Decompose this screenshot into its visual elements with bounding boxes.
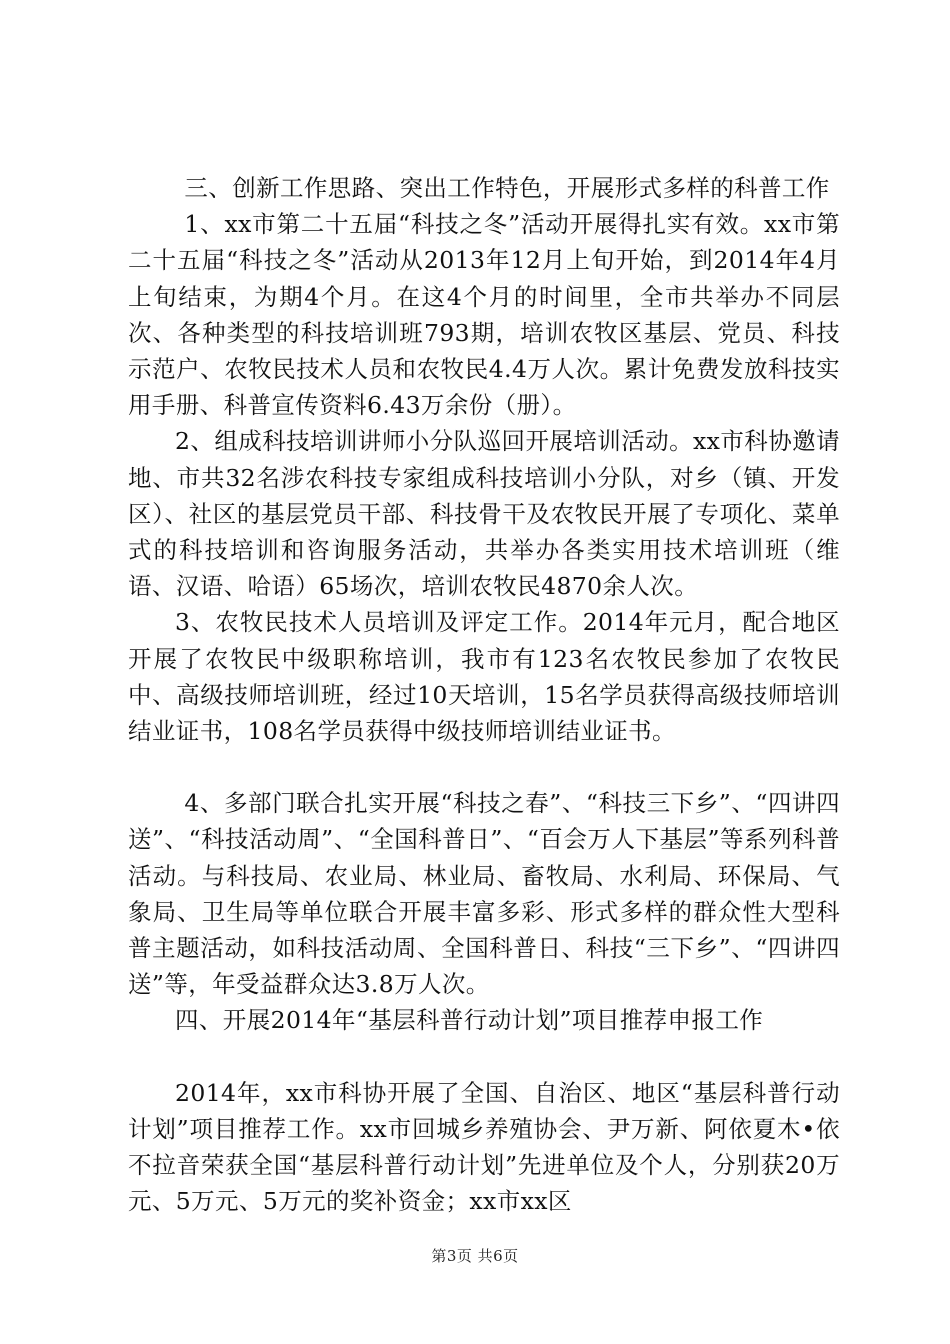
section-heading-three: 三、创新工作思路、突出工作特色，开展形式多样的科普工作 <box>184 174 830 202</box>
paragraph-item-3: 3、农牧民技术人员培训及评定工作。2014年元月，配合地区开展了农牧民中级职称培训，我市有123名农牧民参加了农牧民中、高级技师培训班，经过10天培训，15名学员获得高级技师培训结业证书，108名学员获得中级技师培训结业证书。 <box>128 608 840 746</box>
paragraph-item-2: 2、组成科技培训讲师小分队巡回开展培训活动。xx市科协邀请地、市共32名涉农科技专家组成科技培训小分队，对乡（镇、开发区）、社区的基层党员干部、科技骨干及农牧民开展了专项化、菜单式的科技培训和咨询服务活动，共举办各类实用技术培训班（维语、汉语、哈语）65场次，培训农牧民4870余人次。 <box>128 427 840 601</box>
paragraph-section-four-body: 2014年，xx市科协开展了全国、自治区、地区“基层科普行动计划”项目推荐工作。xx市回城乡养殖协会、尹万新、阿依夏木•依不拉音荣获全国“基层科普行动计划”先进单位及个人，分别获20万元、5万元、5万元的奖补资金；xx市xx区 <box>128 1078 840 1216</box>
paragraph-item-1: 1、xx市第二十五届“科技之冬”活动开展得扎实有效。xx市第二十五届“科技之冬”活动从2013年12月上旬开始，到2014年4月上旬结束，为期4个月。在这4个月的时间里，全市共举办不同层次、各种类型的科技培训班793期，培训农牧区基层、党员、科技示范户、农牧民技术人员和农牧民4.4万人次。累计免费发放科技实用手册、科普宣传资料6.43万余份（册）。 <box>128 210 840 420</box>
paragraph-item-4: 4、多部门联合扎实开展“科技之春”、“科技三下乡”、“四讲四送”、“科技活动周”、“全国科普日”、“百会万人下基层”等系列科普活动。与科技局、农业局、林业局、畜牧局、水利局、环保局、气象局、卫生局等单位联合开展丰富多彩、形式多样的群众性大型科普主题活动，如科技活动周、全国科普日、科技“三下乡”、“四讲四送”等，年受益群众达3.8万人次。 <box>128 789 840 999</box>
section-heading-four: 四、开展2014年“基层科普行动计划”项目推荐申报工作 <box>175 1006 764 1035</box>
page-footer: 第3页 共6页 <box>431 1247 519 1265</box>
document-body <box>128 170 840 1219</box>
